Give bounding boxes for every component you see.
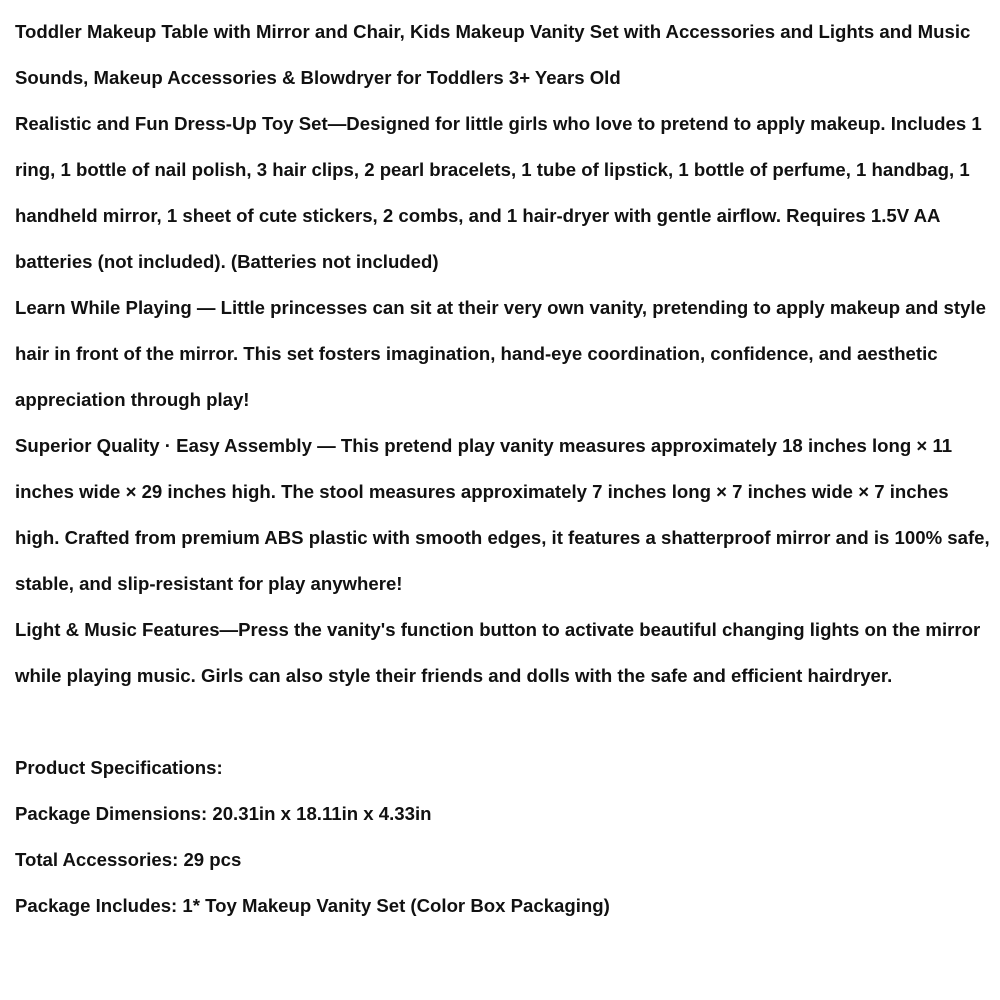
spec-package-includes: Package Includes: 1* Toy Makeup Vanity Set (Color Box Packaging)	[15, 895, 610, 916]
product-title: Toddler Makeup Table with Mirror and Chair, Kids Makeup Vanity Set with Accessories and Lights and Music Sounds, Makeup Accessories & Blowdryer for Toddlers 3+ Years Old	[15, 21, 971, 88]
light-music-paragraph: Light & Music Features—Press the vanity's function button to activate beautiful changing lights on the mirror while playing music. Girls can also style their friends and dolls with the safe and efficient hairdryer.	[15, 619, 981, 686]
quality-assembly-paragraph: Superior Quality · Easy Assembly — This pretend play vanity measures approximately 18 inches long × 11 inches wide × 29 inches high. The stool measures approximately 7 inches long × 7 inches wide × 7 inches high. Crafted from premium ABS plastic with smooth edges, it features a shatterproof mirror and is 100% safe, stable, and slip-resistant for play anywhere!	[15, 435, 990, 594]
spec-package-dimensions: Package Dimensions: 20.31in x 18.11in x 4.33in	[15, 803, 432, 824]
product-description	[15, 9, 990, 929]
intro-paragraph: Realistic and Fun Dress-Up Toy Set—Designed for little girls who love to pretend to apply makeup. Includes 1 ring, 1 bottle of nail polish, 3 hair clips, 2 pearl bracelets, 1 tube of lipstick, 1 bottle of perfume, 1 handbag, 1 handheld mirror, 1 sheet of cute stickers, 2 combs, and 1 hair-dryer with gentle airflow. Requires 1.5V AA batteries (not included). (Batteries not included)	[15, 113, 982, 272]
specs-heading: Product Specifications:	[15, 757, 223, 778]
learn-while-playing-paragraph: Learn While Playing — Little princesses can sit at their very own vanity, pretending to apply makeup and style hair in front of the mirror. This set fosters imagination, hand-eye coordination, confidence, and aesthetic appreciation through play!	[15, 297, 986, 410]
blank-line	[15, 699, 990, 745]
spec-total-accessories: Total Accessories: 29 pcs	[15, 849, 242, 870]
